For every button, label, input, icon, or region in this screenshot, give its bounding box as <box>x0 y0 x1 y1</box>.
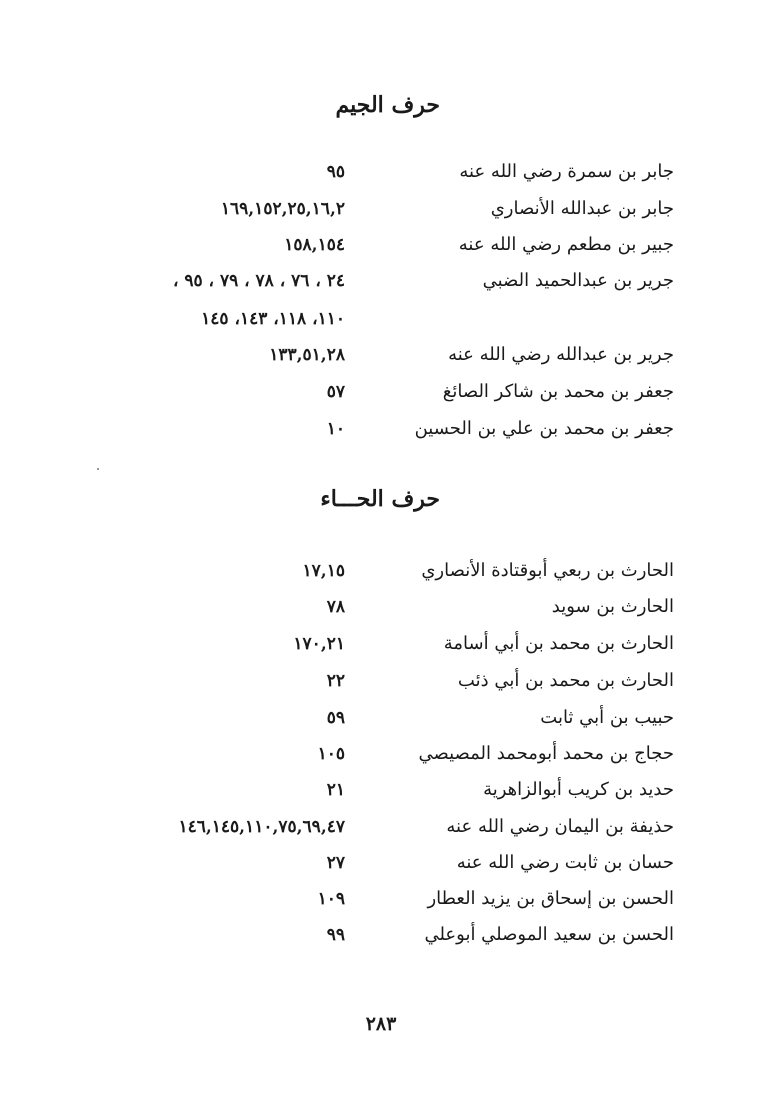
entry-name: الحارث بن محمد بن أبي أسامة <box>443 633 674 654</box>
entry-pages: ١٠٥ <box>317 744 345 764</box>
print-speck <box>97 468 99 470</box>
index-entry <box>0 377 762 411</box>
page-number: ٢٨٣ <box>365 1013 397 1035</box>
index-entry <box>0 194 762 228</box>
entry-pages-continued: ١١٠، ١١٨، ١٤٣، ١٤٥ <box>201 309 345 329</box>
index-entry <box>0 592 762 626</box>
entry-pages: ١٠ <box>326 419 345 439</box>
section-title-haa: حرف الحـــاء <box>320 486 440 512</box>
entry-name: الحسن بن سعيد الموصلي أبوعلي <box>424 924 674 945</box>
entry-name: جرير بن عبدالله رضي الله عنه <box>448 344 674 365</box>
entry-pages: ١٦٩,١٥٢,٢٥,١٦,٢ <box>220 199 345 219</box>
entry-pages: ٢٧ <box>326 853 345 873</box>
index-entry <box>0 739 762 773</box>
entry-name: حسان بن ثابت رضي الله عنه <box>456 852 674 873</box>
entry-name: الحارث بن سويد <box>551 596 674 617</box>
entry-name: حديد بن كريب أبوالزاهرية <box>483 779 674 800</box>
entry-pages: ٩٩ <box>326 925 345 945</box>
index-entry <box>0 157 762 191</box>
entry-name: الحارث بن محمد بن أبي ذئب <box>457 670 674 691</box>
entry-name: حبيب بن أبي ثابت <box>540 707 674 728</box>
entry-pages: ٥٩ <box>326 708 345 728</box>
index-entry <box>0 703 762 737</box>
entry-name: الحسن بن إسحاق بن يزيد العطار <box>427 888 674 909</box>
entry-pages: ٢٢ <box>326 671 345 691</box>
entry-name: حذيفة بن اليمان رضي الله عنه <box>446 816 674 837</box>
index-entry <box>0 340 762 374</box>
entry-pages: ٢١ <box>326 780 345 800</box>
entry-name: جابر بن عبدالله الأنصاري <box>490 198 674 219</box>
index-entry <box>0 666 762 700</box>
entry-name: جابر بن سمرة رضي الله عنه <box>459 161 674 182</box>
entry-pages: ١٣٣,٥١,٢٨ <box>269 345 345 365</box>
section-title-jeem: حرف الجيم <box>335 92 440 118</box>
index-entry <box>0 812 762 846</box>
entry-pages: ١٧٠,٢١ <box>293 634 345 654</box>
entry-name: حجاج بن محمد أبومحمد المصيصي <box>418 743 674 764</box>
index-entry <box>0 629 762 663</box>
entry-pages: ١٧,١٥ <box>302 561 345 581</box>
index-entry <box>0 414 762 448</box>
entry-pages: ١٤٦,١٤٥,١١٠,٧٥,٦٩,٤٧ <box>178 817 345 837</box>
index-entry <box>0 230 762 264</box>
entry-name: الحارث بن ربعي أبوقتادة الأنصاري <box>421 560 674 581</box>
index-entry <box>0 848 762 882</box>
entry-pages: ٢٤ ، ٧٦ ، ٧٨ ، ٧٩ ، ٩٥ ، <box>172 271 345 291</box>
entry-pages: ١٥٨,١٥٤ <box>284 235 345 255</box>
entry-name: جعفر بن محمد بن علي بن الحسين <box>414 418 674 439</box>
entry-name: جرير بن عبدالحميد الضبي <box>482 270 674 291</box>
entry-name: جبير بن مطعم رضي الله عنه <box>458 234 674 255</box>
index-entry <box>0 884 762 918</box>
index-entry <box>0 775 762 809</box>
entry-pages: ١٠٩ <box>317 889 345 909</box>
index-entry-continuation <box>0 304 762 338</box>
entry-name: جعفر بن محمد بن شاكر الصائغ <box>442 381 674 402</box>
index-entry <box>0 266 762 300</box>
entry-pages: ٩٥ <box>326 162 345 182</box>
index-entry <box>0 556 762 590</box>
entry-pages: ٥٧ <box>326 382 345 402</box>
index-entry <box>0 920 762 954</box>
entry-pages: ٧٨ <box>326 597 345 617</box>
